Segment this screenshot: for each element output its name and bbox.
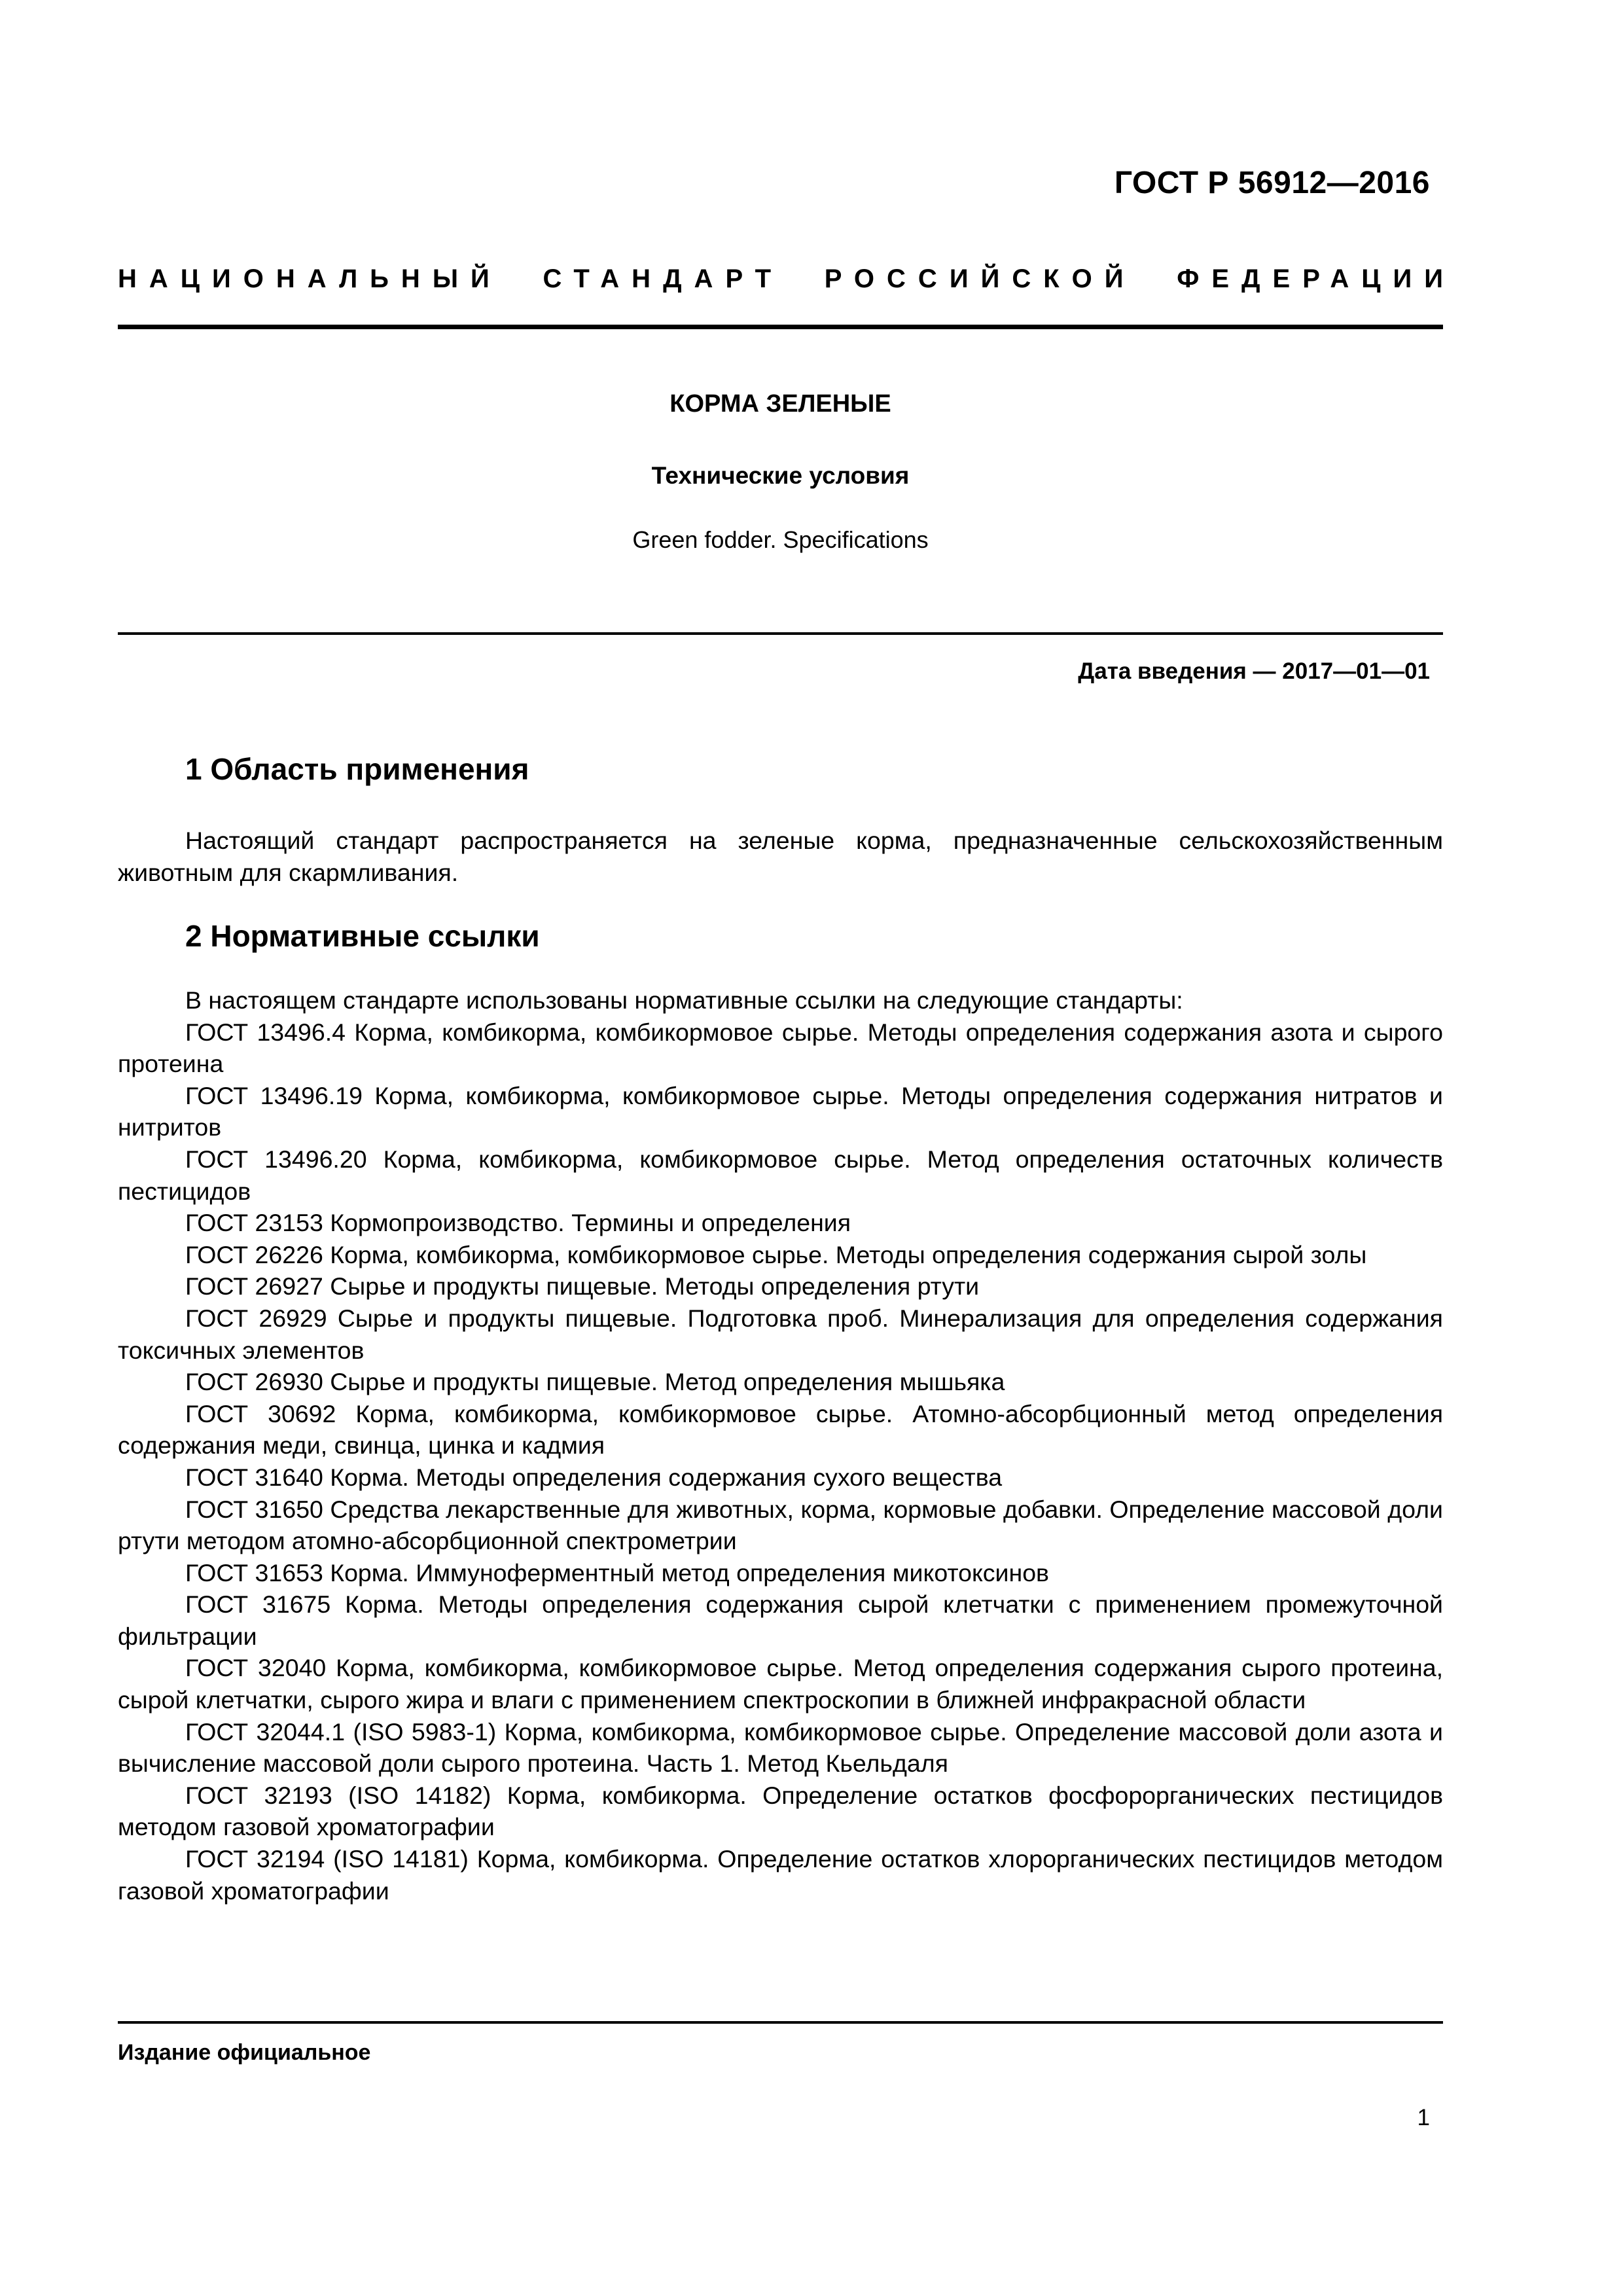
reference-item: ГОСТ 23153 Кормопроизводство. Термины и определения (185, 1209, 851, 1237)
national-title-word: РОССИЙСКОЙ (824, 264, 1136, 293)
header-divider (118, 325, 1443, 329)
reference-item: ГОСТ 26929 Сырье и продукты пищевые. Подготовка проб. Минерализация для определения содержания токсичных элементов (118, 1304, 1443, 1364)
national-standard-title (118, 264, 1455, 294)
reference-item: ГОСТ 32194 (ISO 14181) Корма, комбикорма. Определение остатков хлорорганических пестицидов методом газовой хроматографии (118, 1845, 1443, 1905)
reference-item: ГОСТ 30692 Корма, комбикорма, комбикормовое сырье. Атомно-абсорбционный метод определения содержания меди, свинца, цинка и кадмия (118, 1399, 1443, 1460)
reference-item: ГОСТ 26930 Сырье и продукты пищевые. Метод определения мышьяка (185, 1368, 1005, 1396)
national-title-word: СТАНДАРТ (543, 264, 784, 293)
page-number: 1 (1417, 2105, 1430, 2130)
reference-item: ГОСТ 31640 Корма. Методы определения содержания сухого вещества (185, 1463, 1003, 1491)
reference-item: ГОСТ 32040 Корма, комбикорма, комбикормовое сырье. Метод определения содержания сырого протеина, сырой клетчатки, сырого жира и влаги с применением спектроскопии в ближней инфракрасной области (118, 1654, 1443, 1714)
document-title: КОРМА ЗЕЛЕНЫЕ (669, 390, 891, 418)
reference-item: ГОСТ 31653 Корма. Иммуноферментный метод определения микотоксинов (185, 1558, 1049, 1587)
national-title-word: ФЕДЕРАЦИИ (1177, 264, 1455, 293)
section-1-heading: 1 Область применения (185, 752, 529, 786)
document-subtitle: Технические условия (651, 462, 910, 489)
document-english-title: Green fodder. Specifications (632, 526, 929, 553)
document-number: ГОСТ Р 56912—2016 (1114, 166, 1430, 200)
reference-item: ГОСТ 31650 Средства лекарственные для животных, корма, кормовые добавки. Определение массовой доли ртути методом атомно-абсорбционной спектрометрии (118, 1495, 1443, 1555)
title-divider (118, 632, 1443, 635)
reference-item: ГОСТ 13496.20 Корма, комбикорма, комбикормовое сырье. Метод определения остаточных количеств пестицидов (118, 1145, 1443, 1205)
section-2-heading: 2 Нормативные ссылки (185, 919, 540, 953)
paragraph: В настоящем стандарте использованы нормативные ссылки на следующие стандарты: (185, 986, 1183, 1014)
section-1-body (118, 825, 1443, 888)
reference-item: ГОСТ 32193 (ISO 14182) Корма, комбикорма. Определение остатков фосфорорганических пестицидов методом газовой хроматографии (118, 1781, 1443, 1841)
reference-item: ГОСТ 26927 Сырье и продукты пищевые. Методы определения ртути (185, 1272, 980, 1300)
reference-item: ГОСТ 13496.19 Корма, комбикорма, комбикормовое сырье. Методы определения содержания нитратов и нитритов (118, 1081, 1443, 1141)
section-2-body (118, 984, 1443, 1907)
reference-item: ГОСТ 32044.1 (ISO 5983-1) Корма, комбикорма, комбикормовое сырье. Определение массовой доли азота и вычисление массовой доли сырого протеина. Часть 1. Метод Кьельдаля (118, 1717, 1443, 1778)
paragraph: Настоящий стандарт распространяется на зеленые корма, предназначенные сельскохозяйственным животным для скармливания. (118, 827, 1443, 886)
reference-item: ГОСТ 13496.4 Корма, комбикорма, комбикормовое сырье. Методы определения содержания азота и сырого протеина (118, 1018, 1443, 1078)
footer-divider (118, 2021, 1443, 2024)
national-title-word: НАЦИОНАЛЬНЫЙ (118, 264, 502, 293)
reference-item: ГОСТ 31675 Корма. Методы определения содержания сырой клетчатки с применением промежуточной фильтрации (118, 1590, 1443, 1650)
reference-item: ГОСТ 26226 Корма, комбикорма, комбикормовое сырье. Методы определения содержания сырой золы (185, 1240, 1367, 1268)
official-edition-label: Издание официальное (118, 2040, 371, 2065)
introduction-date: Дата введения — 2017—01—01 (1078, 658, 1430, 684)
